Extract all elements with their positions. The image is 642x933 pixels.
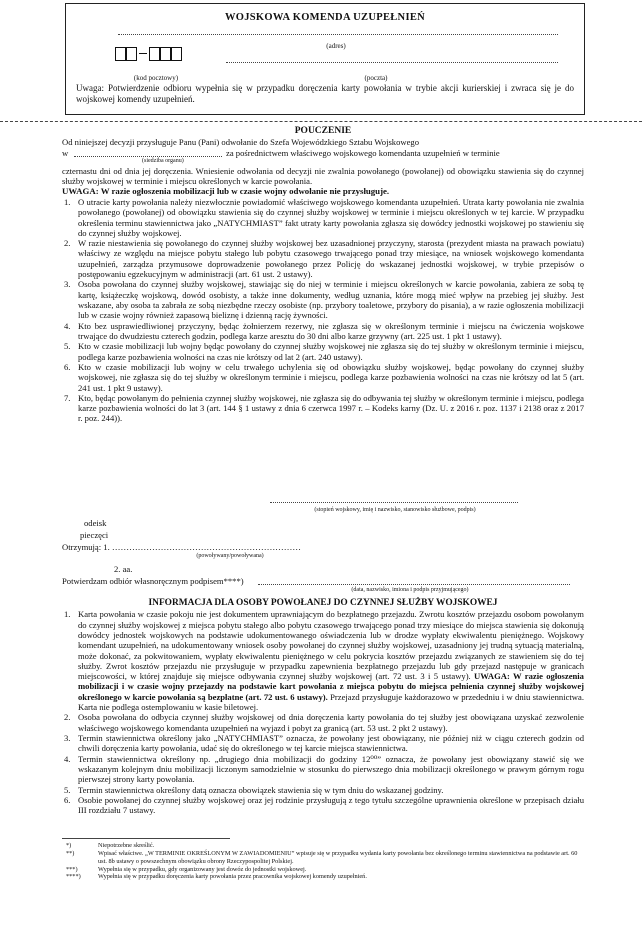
address-label: (adres) [326, 42, 346, 50]
pouczenie-list [62, 197, 584, 424]
info-list [62, 712, 584, 815]
item-number: 1. [64, 196, 71, 207]
pouczenie-intro-line [62, 148, 584, 159]
pouczenie-uwaga: UWAGA: W razie ogłoszenia mobilizacji lub w czasie wojny odwołanie nie przysługuje. [62, 186, 390, 197]
item-text: Kto, będąc powołanym do pełnienia czynnej służby wojskowej, nie zgłasza się do odbywania tej służby w określonym terminie i miejscu, podlega karze pozbawienia wolności do lat 3 (art. 144 § 1 ustawy z dnia 6 czerwca 1997 r. – Kodeks karny (Dz. U. z 2016 r. poz. 1137 i 2138 oraz z 2017 r. poz. 244)). [78, 392, 584, 424]
item-number: 3. [64, 733, 71, 744]
footnotes [62, 842, 584, 881]
item-text: Kto bez usprawiedliwionej przyczyny, będąc żołnierzem rezerwy, nie zgłasza się w określonym terminie i miejscu na ćwiczenia wojskowe trwające do dwudziestu czterech godzin, podlega karze aresztu do 30 dni albo karze grzywny (art. 225 ust. 1 pkt 1 ustawy). [78, 320, 584, 341]
otrzymuja-line: Otrzymują: 1. ………………………………………………………… [62, 542, 301, 552]
item-number: 4. [64, 753, 71, 764]
list-item [62, 712, 584, 733]
item-number: 5. [64, 341, 71, 352]
aa-line: 2. aa. [114, 564, 133, 574]
odeisk-label: odeisk [84, 518, 107, 528]
post-office-line [226, 62, 558, 63]
wku-title: WOJSKOWA KOMENDA UZUPEŁNIEŃ [224, 12, 426, 23]
item-text: Kto w czasie mobilizacji lub wojny będąc powołany do czynnej służby wojskowej nie zgłasza się do tej służby w określonym terminie i miejscu, podlega karze pozbawienia wolności na czas nie krótszy od lat 2 (art. 240 ustawy). [78, 341, 584, 362]
list-item [62, 733, 584, 754]
date-label: (data, nazwisko, imiona i podpis przyjmującego) [351, 587, 469, 593]
list-item [62, 341, 584, 362]
postal-digit-box [126, 47, 137, 61]
intro-w: w [62, 147, 69, 158]
item-text: Kto w czasie mobilizacji lub wojny w celu trwałego uchylenia się od obowiązku służby wojskowej, będąc powołany do czynnej służby wojskowej, nie zgłasza się do tej służby w określonym terminie i miejscu, podlega karze pozbawienia wolności na czas nie krótszy od lat 5 (art. 241 ust. 1 pkt 9 ustawy). [78, 361, 584, 393]
list-item [62, 238, 584, 279]
list-item [62, 785, 584, 795]
item-text: Termin stawiennictwa określony np. „drugiego dnia mobilizacji do godziny 12⁰⁰” oznacza, że powołany jest obowiązany stawić się we wskazanym kolejnym dniu mobilizacji liczonym samodzielnie w stosunku do pierwszego dnia mobilizacji określonego w prawym górnym rogu pierwszej strony karty powołania. [78, 753, 584, 785]
item-text: Osobie powołanej do czynnej służby wojskowej oraz jej rodzinie przysługują z tego tytułu szczególne uprawnienia określone w przepisach działu III rozdziału 7 ustawy. [78, 794, 584, 816]
info-item-1-tail: Przejazd przysługuje każdorazowo w przededniu i w dniu stawiennictwa. Karta nie podlega ostemplowaniu w kasie biletowej. [78, 691, 584, 713]
seat-label: (siedziba organu) [142, 157, 184, 164]
info-item-1: 1. Karta powołania w czasie pokoju nie jest dokumentem uprawniającym do bezpłatnego przejazdu. Zwrotu kosztów przejazdu osobom powołanym do czynnej służby wojskowej z miejsca pobytu stałego albo pobytu czasowego trwającego ponad trzy miesiące do miejsca stawienia się dokonują dowódcy jednostek wojskowych na podstawie udokumentowanego oświadczenia lub w drodze wypłaty ekwiwalentu pieniężnego. Wojskowy komendant uzupełnień, na udokumentowany wniosek osoby powołanej do czynnej służby wojskowej, uzasadniony jej trudną sytuacją materialną, może dokonać, za pokwitowaniem, wypłaty ekwiwalentu pieniężnego w celu pokrycia kosztów przejazdu związanych ze stawieniem się do tej służby. Zwrot kosztów przejazdu nie przysługuje w przypadku zapewnienia bezpłatnego przejazdu lub gdy przejazd następuje w granicach miejscowości, w której znajduje się miejsce odbywania czynnej służby wojskowej (art. 72 ust. 3 i 5 ustawy). UWAGA: W razie ogłoszenia mobilizacji i w czasie wojny przejazdy na podstawie kart powołania z miejsca pobytu do miejsca pełnienia czynnej służby wojskowej określonego w karcie powołania są bezpłatne (art. 72 ust. 6 ustawy). Przejazd przysługuje każdorazowo w przededniu i w dniu stawiennictwa. Karta nie podlega ostemplowaniu w kasie biletowej. [64, 609, 584, 713]
footnote [62, 850, 584, 866]
item-text: W razie niestawienia się powołanego do czynnej służby wojskowej bez uzasadnionej przyczyny, starosta (prezydent miasta na prawach powiatu) właściwy ze względu na miejsce pobytu stałego lub pobytu czasowego trwającego ponad trzy miesiące, na wniosek wojskowego komendanta uzupełnień, zarządza przymusowe doprowadzenie powołanego przez Policję do wskazanej jednostki wojskowej, w trybie przepisów o postępowaniu egzekucyjnym w administracji (art. 61 ust. 2 ustawy). [78, 238, 584, 280]
footnote [62, 873, 584, 881]
pieczeci-label: pieczęci [80, 530, 109, 540]
list-item [62, 321, 584, 342]
footnote-mark: **) [66, 849, 75, 857]
cut-line [0, 121, 642, 122]
list-item [62, 393, 584, 424]
address-line [118, 34, 558, 35]
item-number: 7. [64, 392, 71, 403]
item-number: 6. [64, 361, 71, 372]
postal-digit-box [160, 47, 171, 61]
item-number: 4. [64, 320, 71, 331]
info-item-1-text: Karta powołania w czasie pokoju nie jest dokumentem uprawniającym do bezpłatnego przejazdu. Zwrotu kosztów przejazdu osobom powołanym do czynnej służby wojskowej z miejsca pobytu stałego albo pobytu czasowego trwającego ponad trzy miesiące do miejsca stawienia się dokonują dowódcy jednostek wojskowych na podstawie udokumentowanego oświadczenia lub w drodze wypłaty ekwiwalentu pieniężnego. Wojskowy komendant uzupełnień, na udokumentowany wniosek osoby powołanej do czynnej służby wojskowej, uzasadniony jej trudną sytuacją materialną, może dokonać, za pokwitowaniem, wypłaty ekwiwalentu pieniężnego w celu pokrycia kosztów przejazdu związanych ze stawieniem się do tej służby. Zwrot kosztów przejazdu nie przysługuje w przypadku zapewnienia bezpłatnego przejazdu lub gdy przejazd następuje w granicach miejscowości, w której znajduje się miejsce odbywania czynnej służby wojskowej (art. 72 ust. 3 i 5 ustawy). [78, 609, 584, 682]
signature-line [270, 502, 518, 503]
footnote-mark: *) [66, 842, 72, 849]
pouczenie-intro-3: czternastu dni od dnia jej doręczenia. Wniesienie odwołania od decyzji nie zwalnia powołanego (powołanej) od obowiązku stawienia się do czynnej służby wojskowej w terminie i miejscu określonych w karcie powołania. [62, 165, 584, 187]
list-item [62, 754, 584, 785]
item-text: Osoba powołana do czynnej służby wojskowej, stawiając się do niej w terminie i miejscu określonych w karcie powołania, zabiera ze sobą tę kartę, książeczkę wojskową, dowód osobisty, a także inne dokumenty, według uznania, które mogą mieć wpływ na przebieg jej służby. Jest wskazane, aby osoba ta zabrała ze sobą niezbędne rzeczy osobiste (np. przybory toaletowe, przybory do pisania), a w razie ogłoszenia mobilizacji lub w czasie wojny również zapasową bieliznę i dzienną rację żywności. [78, 279, 584, 321]
item-text: Termin stawiennictwa określony jako „NATYCHMIAST” oznacza, że powołany jest obowiązany, nie później niż w ciągu czterech godzin od chwili doręczenia karty powołania, udać się do określonego w tej karcie miejsca stawiennictwa. [78, 733, 584, 754]
footnote-text: Wypełnia się w przypadku, gdy organizowany jest dowóz do jednostki wojskowej. [98, 865, 307, 873]
postal-code-label: (kod pocztowy) [133, 74, 179, 82]
list-item [62, 197, 584, 238]
footnote [62, 866, 584, 874]
item-number: 3. [64, 279, 71, 290]
info-item-1-uwaga: UWAGA: W razie ogłoszenia mobilizacji i w czasie wojny przejazdy na podstawie kart powołania z miejsca pobytu do miejsca pełnienia czynnej służby wojskowej określonego w karcie powołania są bezpłatne (art. 72 ust. 6 ustawy). [78, 671, 584, 702]
item-text: Termin stawiennictwa określony datą oznacza obowiązek stawienia się w tym dniu do wskazanej godziny. [78, 784, 444, 795]
header-note: Uwaga: Potwierdzenie odbioru wypełnia się w przypadku doręczenia karty powołania w trybie akcji kurierskiej i zwraca się je do wojskowej komendy uzupełnień. [76, 83, 574, 105]
item-number: 5. [64, 784, 71, 795]
header-box [65, 3, 585, 115]
footnote-mark: ****) [66, 873, 81, 881]
list-item [62, 279, 584, 320]
pouczenie-section [62, 126, 584, 424]
pouczenie-heading: POUCZENIE [294, 126, 352, 136]
potwierdzam-text: Potwierdzam odbiór własnoręcznym podpisem****) [62, 576, 244, 586]
item-number: 2. [64, 238, 71, 249]
footnote-text: Wypełnia się w przypadku doręczenia karty powołania przez pracownika wojskowej komendy uzupełnień. [98, 873, 367, 881]
footnote-rule [62, 838, 230, 839]
postal-dash [139, 53, 147, 54]
footnote-text: Wpisać właściwe. „W TERMINIE OKREŚLONYM W ZAWIADOMIENIU” wpisuje się w przypadku wydania karty powołania bez określonego terminu stawiennictwa na podstawie art. 60 ust. 8b ustawy o powszechnym obowiązku obrony Rzeczypospolitej Polskiej. [98, 849, 578, 865]
footnote-mark: ***) [66, 865, 78, 873]
item-number: 6. [64, 794, 71, 805]
footnote-text: Niepotrzebne skreślić. [98, 842, 155, 849]
item-number: 2. [64, 712, 71, 723]
recipient-label: (powoływany/powoływana) [196, 553, 264, 559]
seat-line [74, 156, 222, 157]
list-item [62, 795, 584, 816]
postal-digit-box [149, 47, 160, 61]
info-section [62, 598, 584, 816]
receipt-signature-line [258, 584, 570, 585]
pouczenie-intro-1: Od niniejszej decyzji przysługuje Panu (Pani) odwołanie do Szefa Wojewódzkiego Sztabu Wojskowego [62, 137, 420, 148]
list-item [62, 362, 584, 393]
signature-label: (stopień wojskowy, imię i nazwisko, stanowisko służbowe, podpis) [314, 507, 476, 513]
postal-digit-box [171, 47, 182, 61]
postal-digit-box [115, 47, 126, 61]
footnote [62, 842, 584, 850]
info-heading: INFORMACJA DLA OSOBY POWOŁANEJ DO CZYNNEJ SŁUŻBY WOJSKOWEJ [148, 598, 498, 608]
pouczenie-intro-2: za pośrednictwem właściwego wojskowego komendanta uzupełnień w terminie [226, 147, 500, 158]
item-text: Osoba powołana do odbycia czynnej służby wojskowej od dnia doręczenia karty powołania do tej służby jest obowiązana uzyskać zezwolenie właściwego wojskowego komendanta uzupełnień na wyjazd i pobyt za granicą (art. 53 ust. 2 pkt 2 ustawy). [78, 712, 584, 733]
post-office-label: (poczta) [364, 74, 388, 82]
item-text: O utracie karty powołania należy niezwłocznie powiadomić właściwego wojskowego komendanta uzupełnień. Utrata karty powołania nie zwalnia powołanego (powołanej) od obowiązku stawienia się do czynnej służby wojskowej w terminie i miejscu określonych w tej karcie. W przypadku określenia terminu stawiennictwa jako „NATYCHMIAST” fakt utraty karty powołania zgłasza się dowódcy jednostki wojskowej po stawieniu się do czynnej służby wojskowej. [78, 196, 584, 238]
